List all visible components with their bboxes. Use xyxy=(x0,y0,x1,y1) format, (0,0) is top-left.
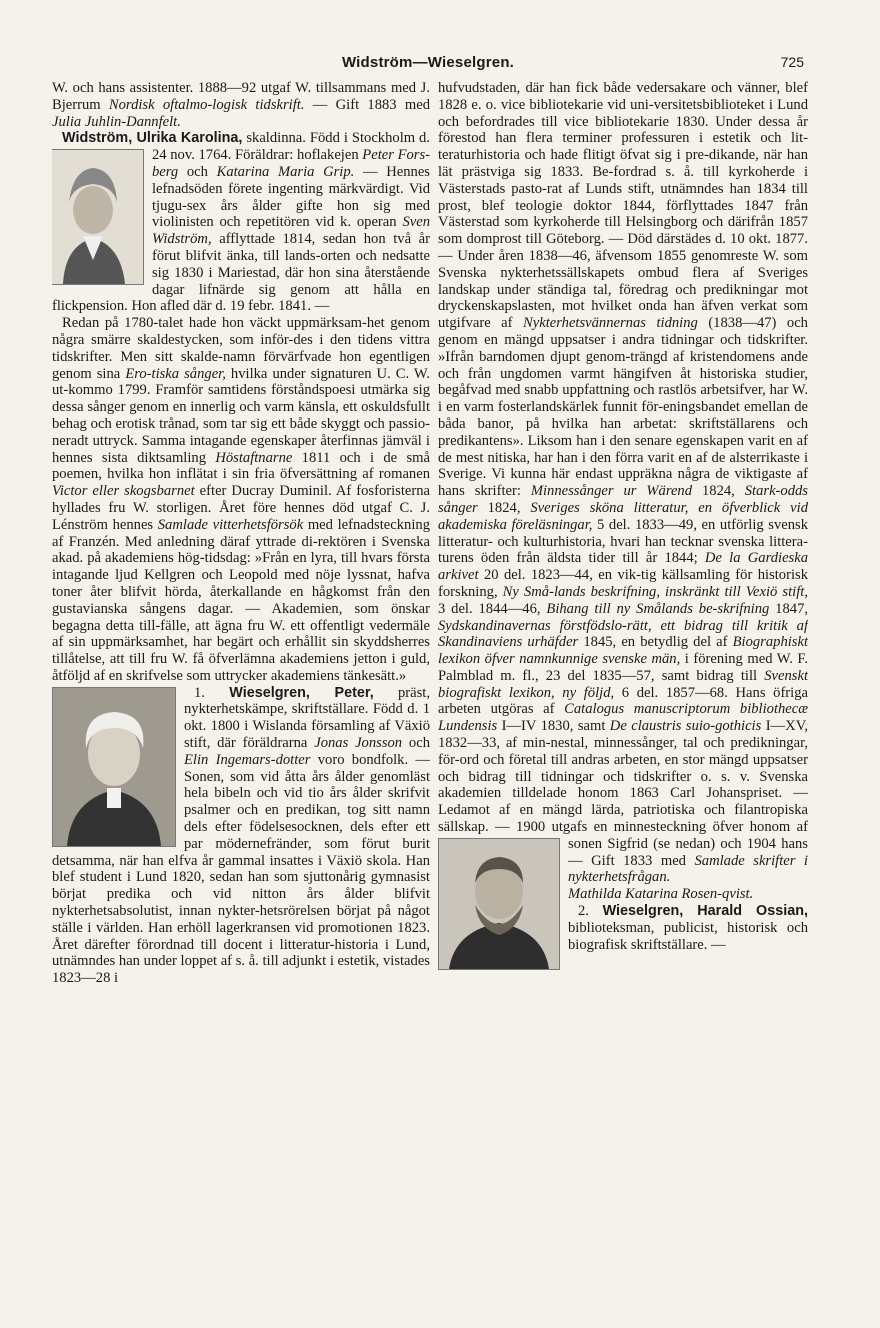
entry-wieselgren-peter: 1. Wieselgren, Peter, präst, nykterhetskämpe, skriftställare. Född d. 1 okt. 1800 i Wislanda församling af Växiö stift, där föräldrarna Jonas Jonsson och Elin Ingemars-dotter voro bondfolk. — Sonen, som vid åtta års ålder genomläst hela bibeln och vid tio års ålder skrifvit psalmer och en predikan, tog sitt namn dels efter födelsesocknen, dels efter ett par mödernefränder, som förut burit detsamma, när han elfva år gammal insattes i Växiö skola. Han blef student i Lund 1820, sedan han som sjuttonårig gymnasist börjat predika och vid nitton års ålder blifvit nykterhetsabsolutist, innan nykter-hetsrörelsen börjat på något ställe i världen. Han erhöll lagerkransen vid promotionen 1823. Året därefter förordnad till docent i litteratur-historia i Lund, utnämndes han under loppet af s. å. till adjunkt i estetik, vistades 1823—28 i xyxy=(52,684,430,987)
portrait-wieselgren-peter-icon xyxy=(53,688,175,846)
page-header xyxy=(52,54,804,78)
paragraph: W. och hans assistenter. 1888—92 utgaf W. tillsammans med J. Bjerrum Nordisk oftalmo-logisk tidskrift. — Gift 1883 med Julia Juhlin-Dannfelt. xyxy=(52,80,430,130)
page-title: Widström—Wieselgren. xyxy=(341,54,515,71)
portrait-widstrom-icon xyxy=(52,150,143,284)
entry-widstrom: Widström, Ulrika Karolina, skaldinna. Född i Stockholm d. 24 nov. 1764. Föräldrar: hoflakejen Peter Fors-berg och Katarina Maria Grip. — Hennes lefnadsöden förete ingenting märkvärdigt. Vid tjugu-sex års ålder gifte hon sig med violinisten och repetitören vid k. operan Sven Widström, afflyttade 1814, sedan hon två år förut blifvit änka, till lands-orten och nedsatte sig 1830 i Mariestad, där hon sina återstående dagar lifnärde sig genom att hålla en flickpension. Hon afled där d. 19 febr. 1841. — xyxy=(52,130,430,315)
entry-wieselgren-harald: 2. Wieselgren, Harald Ossian, biblioteksman, publicist, historisk och biografisk skriftställare. — xyxy=(568,903,808,953)
portrait-wieselgren-harald-icon xyxy=(439,839,559,969)
paragraph: Mathilda Katarina Rosen-qvist. xyxy=(568,886,754,903)
entry-heading: Wieselgren, Harald Ossian, xyxy=(602,903,808,920)
portrait-image xyxy=(52,687,176,847)
page-number: 725 xyxy=(780,54,804,70)
entry-heading: Wieselgren, Peter, xyxy=(229,684,374,701)
portrait-image xyxy=(52,149,144,285)
paragraph: Redan på 1780-talet hade hon väckt uppmärksam-het genom några smärre skaldestycken, som inför-des i den tidens vittra tidskrifter. Men sitt skalde-namn förvärfvade hon egentligen genom sina Ero-tiska sånger, hvilka under signaturen U. C. W. ut-kommo 1799. Framför samtidens förståndspoesi utmärka sig dessa sånger genom en innerlig och varm känsla, ett oskuldsfullt behag och erotisk trånad, som tar sig ett både skyggt och passio-neradt uttryck. Samma intagande egenskaper återfinnas jämväl i hennes sista diktsamling Höstaftnarne 1811 och i de små poemen, hvilka hon inflätat i sin fria öfversättning af romanen Victor eller skogsbarnet efter Ducray Duminil. Af fosforisterna hyllades fru W. storligen. Året före hennes död utgaf C. J. Lénström hennes Samlade vitterhetsförsök med lefnadsteckning af Franzén. Med anledning däraf yttrade di-rektören i Svenska akad. på akademiens hög-tidsdag: »Från en lyra, till hvars första intagande ljud Kellgren och Leopold med nöje lyssnat, hafva toner åter blifvit hörda, återkallande en hågkomst från den gustavianska sångens dagar. — Akademien, som önskar begagna detta till-fälle, att ägna fru W. ett offentligt vedermäle af sin uppmärksamhet, har begärt och erhållit sin skyddsherres tillåtelse, att till fru W. få öfverlämna akademiens jetton i guld, åtföljd af en skrifvelse som uttrycker akademiens tänkesätt.» xyxy=(52,315,430,684)
portrait-image xyxy=(438,838,560,970)
left-column xyxy=(52,80,430,1280)
entry-heading: Widström, Ulrika Karolina, xyxy=(62,130,243,147)
paragraph: hufvudstaden, där han fick både vedersakare och vänner, blef 1828 e. o. vice bibliotekarie vid uni-versitetsbiblioteket i Lund och befordrades till vice bibliotekarie 1830. Under dessa år förestod han flera terminer professuren i estetik och lit-teraturhistoria och hade flitigt öfvat sig i pre-dikande, när han lät prästviga sig 1833. Be-fordrad s. å. till kyrkoherde i Västerstads pasto-rat af Lunds stift, utnämndes han 1834 till prost, blef teologie doktor 1844, förflyttades 1847 från Västerstad som kyrkoherde till Helsingborg och därifrån 1857 som domprost till Göteborg. — Död därstädes d. 10 okt. 1877. — Under åren 1838—46, äfvensom 1855 genomreste W. som Svenska nykterhetssällskapets ombud flera af Sveriges landskap under ständiga tal, föredrag och predikningar mot dryckenskapslasten, mot hvilket onda han äfven verkat som utgifvare af Nykterhetsvännernas tidning (1838—47) och genom en mängd uppsatser i andra tidningar och tidskrifter. »Ifrån barndomen djupt genom-trängd af kristendomens ande och från ungdomen varmt hängifven åt historiska studier, begåfvad med snabb uppfattning och rastlös arbetsifver, har W. i en varm fosterlandskärlek funnit för-eningsbandet emellan de båda banor, på hvilka han arbetat: skriftställarens och predikantens». Liksom han i den senare egenskapen varit en af de mest nitiska, har han i den förra varit en af de alsterrikaste i Sverige. Vi kunna här endast uppräkna några de viktigaste af hans skrifter: Minnessånger ur Wärend 1824, Stark-odds sånger 1824, Sveriges sköna litteratur, en öfverblick vid akademiska föreläsningar, 5 del. 1833—49, en utförlig svensk litteratur- och kulturhistoria, hvari han tecknar svenska littera-turens öden från äldsta tider till år 1844; De la Gardieska arkivet 20 del. 1823—44, en vik-tig källsamling för historisk forskning, Ny Små-lands beskrifning, inskränkt till Vexiö stift, 3 del. 1844—46, Bihang till ny Smålands be-skrifning 1847, Sydskandinavernas förstfödslo-rätt, ett bidrag till kritik af Skandinaviens urhäfder 1845, en betydlig del af Biographiskt lexikon öfver namnkunnige svenske män, i förening med W. F. Palmblad m. fl., 23 del 1835—57, samt bidrag till Svenskt biografiskt lexikon, ny följd, 6 del. 1857—68. Hans öfriga arbeten utgöras af Catalogus manuscriptorum bibliothecæ Lundensis I—IV 1830, samt De claustris suio-gothicis I—XV, 1832—33, af min-nestal, minnessånger, tal och predikningar, för-ord och företal till andras arbeten, en stor mängd uppsatser och bidrag till tidningar och tidskrifter o. s. v. Svenska akademien tilldelade honom 1863 Carl Johanspriset. — Ledamot af en mängd lärda, patriotiska och filantropiska sällskap. — 1900 utgafs en minnesteckning öfver honom af sonen Sigfrid (se nedan) och 1904 hans — Gift 1833 med Samlade skrifter i nykterhetsfrågan. xyxy=(438,80,808,886)
right-column xyxy=(438,80,808,1280)
